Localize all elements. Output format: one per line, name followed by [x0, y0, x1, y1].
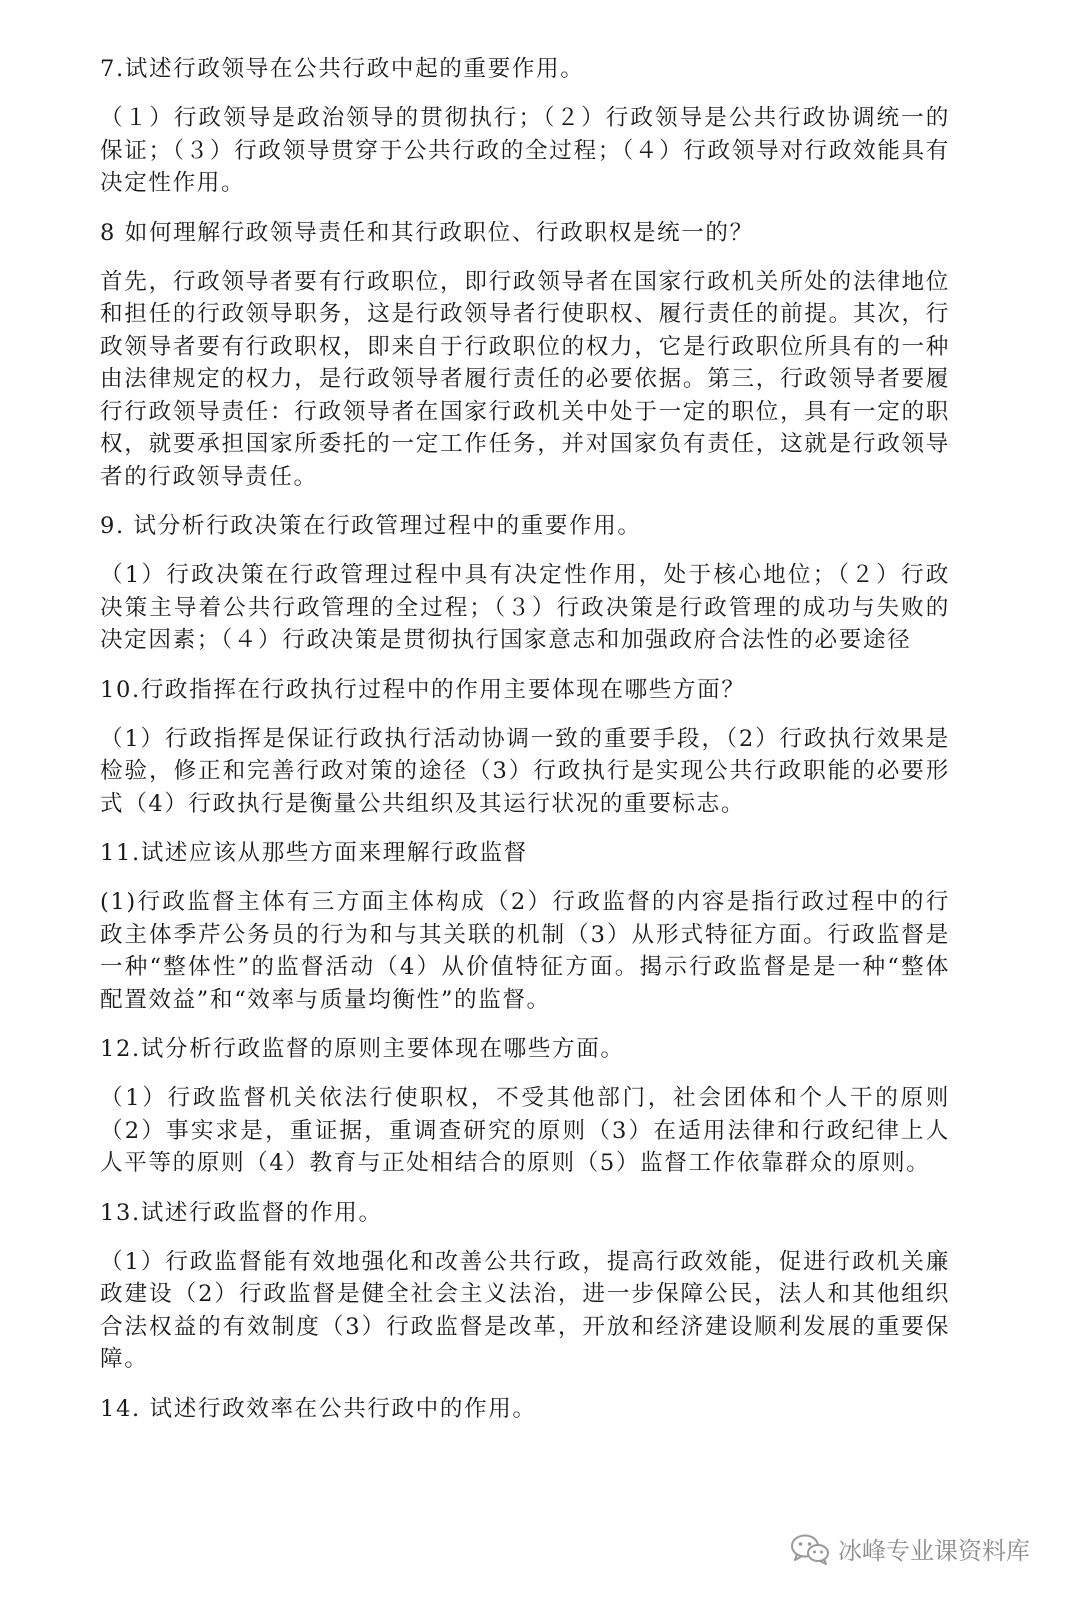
question-14: 14. 试述行政效率在公共行政中的作用。	[100, 1395, 537, 1422]
question-7: 7.试述行政领导在公共行政中起的重要作用。	[100, 56, 585, 82]
answer-12: （1）行政监督机关依法行使职权，不受其他部门，社会团体和个人干的原则（2）事实求是，重证据，重调查研究的原则（3）在适用法律和行政纪律上人人平等的原则（4）教育与正处相结合的原则（5）监督工作依靠群众的原则。	[100, 1085, 950, 1176]
answer-8: 首先，行政领导者要有行政职位，即行政领导者在国家行政机关所处的法律地位和担任的行政领导职务，这是行政领导者行使职权、履行责任的前提。其次，行政领导者要有行政职权，即来自于行政职位的权力，它是行政职位所具有的一种由法律规定的权力，是行政领导者履行责任的必要依据。第三，行政领导者要履行行政领导责任：行政领导者在国家行政机关中处于一定的职位，具有一定的职权，就要承担国家所委托的一定工作任务，并对国家负有责任，这就是行政领导者的行政领导责任。	[100, 268, 950, 490]
answer-7: （１）行政领导是政治领导的贯彻执行；（２）行政领导是公共行政协调统一的保证；（３）行政领导贯穿于公共行政的全过程；（４）行政领导对行政效能具有决定性作用。	[100, 105, 950, 196]
answer-11: (1)行政监督主体有三方面主体构成（2）行政监督的内容是指行政过程中的行政主体季芹公务员的行为和与其关联的机制（3）从形式特征方面。行政监督是一种“整体性”的监督活动（4）从价值特征方面。揭示行政监督是是一种“整体配置效益”和“效率与质量均衡性”的监督。	[100, 889, 950, 1013]
document-body	[100, 50, 950, 1442]
answer-10: （1）行政指挥是保证行政执行活动协调一致的重要手段，（2）行政执行效果是检验，修正和完善行政对策的途径（3）行政执行是实现公共行政职能的必要形式（4）行政执行是衡量公共组织及其运行状况的重要标志。	[100, 725, 950, 817]
watermark	[790, 1531, 1030, 1566]
question-8: 8 如何理解行政领导责任和其行政职位、行政职权是统一的？	[100, 219, 754, 246]
answer-13: （1）行政监督能有效地强化和改善公共行政，提高行政效能，促进行政机关廉政建设（2）行政监督是健全社会主义法治，进一步保障公民，法人和其他组织合法权益的有效制度（3）行政监督是改革，开放和经济建设顺利发展的重要保障。	[100, 1248, 950, 1372]
question-10: 10.行政指挥在行政执行过程中的作用主要体现在哪些方面？	[100, 676, 746, 703]
question-11: 11.试述应该从那些方面来理解行政监督	[100, 840, 528, 866]
answer-9: （1）行政决策在行政管理过程中具有决定性作用，处于核心地位；（２）行政决策主导着公共行政管理的全过程；（３）行政决策是行政管理的成功与失败的决定因素；（４）行政决策是贯彻执行国家意志和加强政府合法性的必要途径	[100, 562, 950, 653]
question-13: 13.试述行政监督的作用。	[100, 1199, 383, 1226]
question-12: 12.试分析行政监督的原则主要体现在哪些方面。	[100, 1036, 625, 1062]
watermark-text: 冰峰专业课资料库	[838, 1537, 1030, 1565]
wechat-icon	[790, 1532, 830, 1566]
question-9: 9. 试分析行政决策在行政管理过程中的重要作用。	[100, 513, 642, 539]
